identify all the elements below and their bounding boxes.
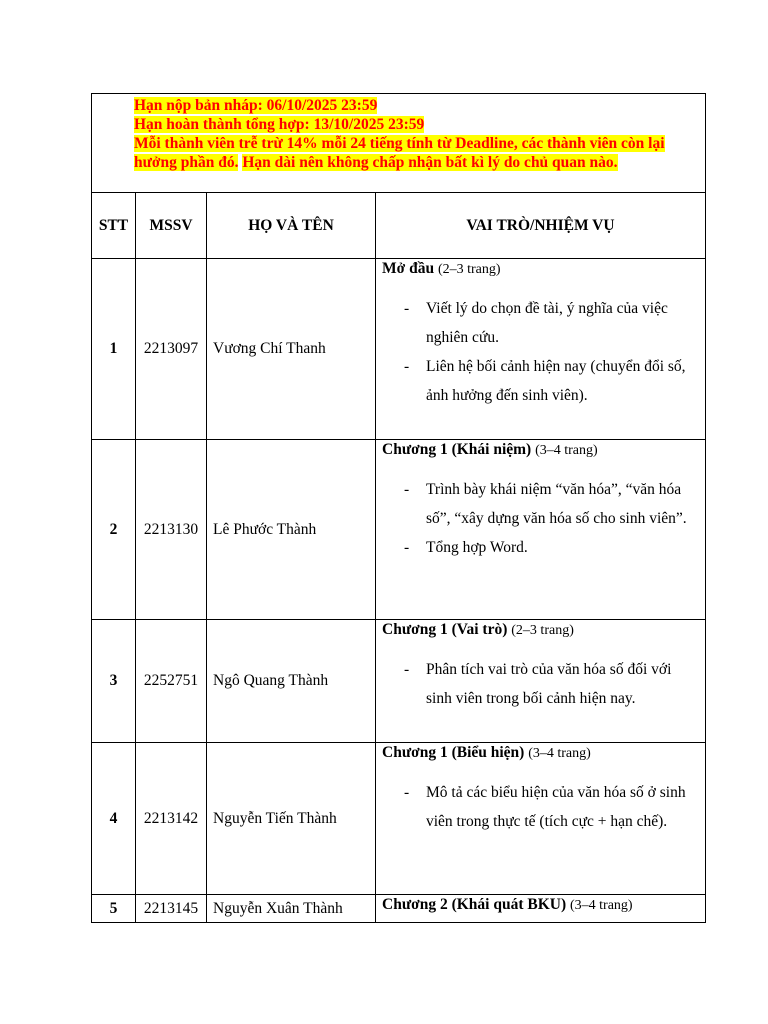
- task-bullet-list: [382, 294, 699, 410]
- task-title: Chương 2 (Khái quát BKU): [382, 896, 567, 913]
- task-bullet-text: Phân tích vai trò của văn hóa số đối với sinh viên trong bối cảnh hiện nay.: [426, 661, 672, 707]
- task-bullet-text: Viết lý do chọn đề tài, ý nghĩa của việc nghiên cứu.: [426, 300, 668, 346]
- task-bullet: [382, 533, 699, 562]
- notice-row: [92, 94, 706, 193]
- task-heading: [382, 743, 699, 764]
- deadline-notice: [92, 94, 706, 193]
- task-pages: (3–4 trang): [528, 746, 591, 761]
- dash-marker: -: [404, 358, 410, 375]
- task-bullet: [382, 294, 699, 352]
- task-bullet-list: [382, 655, 699, 713]
- late-penalty-rule: Mỗi thành viên trễ trừ 14% mỗi 24 tiếng tính từ Deadline, các thành viên còn lại hưởng phần đó.: [134, 135, 665, 171]
- task-heading: [382, 620, 699, 641]
- cell-name: Nguyễn Tiến Thành: [207, 743, 376, 895]
- member-rows: [92, 259, 706, 923]
- task-pages: (3–4 trang): [535, 443, 598, 458]
- cell-stt: 5: [92, 895, 136, 923]
- dash-marker: -: [404, 300, 410, 317]
- task-bullet-text: Mô tả các biểu hiện của văn hóa số ở sinh viên trong thực tế (tích cực + hạn chế).: [426, 784, 686, 830]
- cell-task: [376, 259, 706, 440]
- table-row: [92, 440, 706, 620]
- task-bullet: [382, 352, 699, 410]
- cell-name: Lê Phước Thành: [207, 440, 376, 620]
- task-pages: (3–4 trang): [570, 898, 633, 913]
- task-bullet: [382, 655, 699, 713]
- task-pages: (2–3 trang): [511, 623, 574, 638]
- no-excuse-rule: Hạn dài nên không chấp nhận bất kì lý do chủ quan nào.: [242, 154, 618, 171]
- task-bullet-text: Tổng hợp Word.: [426, 539, 528, 556]
- cell-name: Nguyễn Xuân Thành: [207, 895, 376, 923]
- task-heading: [382, 259, 699, 280]
- cell-task: [376, 895, 706, 923]
- assignment-table: [91, 93, 706, 923]
- cell-mssv: 2213097: [136, 259, 207, 440]
- cell-name: Vương Chí Thanh: [207, 259, 376, 440]
- task-heading: [382, 895, 699, 916]
- task-pages: (2–3 trang): [437, 262, 501, 277]
- table-row: [92, 895, 706, 923]
- table-row: [92, 620, 706, 743]
- task-bullet-list: [382, 778, 699, 836]
- draft-deadline: Hạn nộp bản nháp: 06/10/2025 23:59: [134, 97, 378, 114]
- cell-task: [376, 440, 706, 620]
- task-title: Chương 1 (Khái niệm): [382, 441, 532, 458]
- task-bullet: [382, 475, 699, 533]
- cell-task: [376, 620, 706, 743]
- task-bullet-text: Trình bày khái niệm “văn hóa”, “văn hóa số”, “xây dựng văn hóa số cho sinh viên”.: [426, 481, 687, 527]
- header-row: [92, 193, 706, 259]
- task-bullet: [382, 778, 699, 836]
- header-name: HỌ VÀ TÊN: [207, 193, 376, 259]
- task-bullet-text: Liên hệ bối cảnh hiện nay (chuyển đổi số, ảnh hưởng đến sinh viên).: [426, 358, 686, 404]
- task-bullet-list: [382, 475, 699, 562]
- dash-marker: -: [404, 661, 410, 678]
- task-title: Mở đầu: [382, 260, 435, 277]
- header-role: VAI TRÒ/NHIỆM VỤ: [376, 193, 706, 259]
- cell-stt: 2: [92, 440, 136, 620]
- cell-name: Ngô Quang Thành: [207, 620, 376, 743]
- cell-stt: 3: [92, 620, 136, 743]
- cell-mssv: 2252751: [136, 620, 207, 743]
- header-mssv: MSSV: [136, 193, 207, 259]
- task-title: Chương 1 (Vai trò): [382, 621, 508, 638]
- cell-stt: 4: [92, 743, 136, 895]
- table-row: [92, 259, 706, 440]
- cell-mssv: 2213145: [136, 895, 207, 923]
- cell-stt: 1: [92, 259, 136, 440]
- final-deadline: Hạn hoàn thành tổng hợp: 13/10/2025 23:59: [134, 116, 425, 133]
- task-heading: [382, 440, 699, 461]
- dash-marker: -: [404, 539, 410, 556]
- table-row: [92, 743, 706, 895]
- task-title: Chương 1 (Biểu hiện): [382, 744, 525, 761]
- cell-mssv: 2213142: [136, 743, 207, 895]
- dash-marker: -: [404, 784, 410, 801]
- dash-marker: -: [404, 481, 410, 498]
- cell-task: [376, 743, 706, 895]
- cell-mssv: 2213130: [136, 440, 207, 620]
- header-stt: STT: [92, 193, 136, 259]
